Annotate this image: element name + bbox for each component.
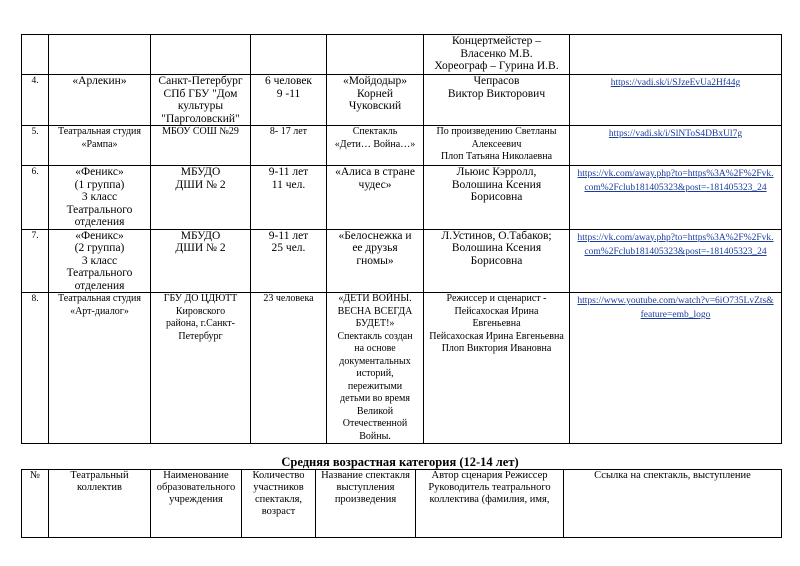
participants-table	[21, 34, 782, 444]
author-cell: Льюис Кэрролл, Волошина Ксения Борисовна	[424, 166, 570, 230]
group-cell: «Феникс» (1 группа) 3 класс Театрального отделения	[49, 166, 151, 230]
count-cell: 8- 17 лет	[251, 126, 327, 166]
group-cell: Театральная студия «Рампа»	[49, 126, 151, 166]
performance-link[interactable]: https://vadi.sk/i/SJzeEvUa2Hf44g	[610, 78, 741, 88]
group-cell: «Феникс» (2 группа) 3 класс Театрального отделения	[49, 229, 151, 293]
school-cell: Санкт-Петербург СПб ГБУ "Дом культуры "Парголовский"	[151, 75, 251, 126]
row-number: 8.	[22, 293, 49, 444]
row-number: 7.	[22, 229, 49, 293]
author-cell: По произведению Светланы Алексеевич Плоп Татьяна Николаевна	[424, 126, 570, 166]
author-cell: Режиссер и сценарист - Пейсахоская Ирина Евгеньевна Пейсахоская Ирина Евгеньевна Плоп Виктория Ивановна	[424, 293, 570, 444]
header-group: Театральный коллектив	[49, 470, 151, 538]
school-cell: ГБУ ДО ЦДЮТТ Кировского района, г.Санкт- Петербург	[151, 293, 251, 444]
title-cell: «Алиса в стране чудес»	[327, 166, 424, 230]
section-title: Средняя возрастная категория (12-14 лет)	[281, 455, 519, 469]
table-row	[22, 35, 782, 75]
table-row	[22, 75, 782, 126]
table-row	[22, 293, 782, 444]
header-count: Количество участников спектакля, возраст	[242, 470, 316, 538]
school-cell: МБУДО ДШИ № 2	[151, 166, 251, 230]
table-row	[22, 166, 782, 230]
accompanist-cell: Концертмейстер – Власенко М.В. Хореограф – Гурина И.В.	[424, 35, 570, 75]
header-title: Название спектакля выступления произведения	[316, 470, 416, 538]
row-number: 4.	[22, 75, 49, 126]
school-cell: МБУДО ДШИ № 2	[151, 229, 251, 293]
header-school: Наименование образовательного учреждения	[151, 470, 242, 538]
title-cell: «Мойдодыр» Корней Чуковский	[327, 75, 424, 126]
author-cell: Л.Устинов, О.Табаков; Волошина Ксения Борисовна	[424, 229, 570, 293]
table-header-row	[22, 470, 782, 538]
count-cell: 23 человека	[251, 293, 327, 444]
count-cell: 9-11 лет 11 чел.	[251, 166, 327, 230]
count-cell: 6 человек 9 -11	[251, 75, 327, 126]
title-cell: «Белоснежка и ее друзья гномы»	[327, 229, 424, 293]
performance-link[interactable]: https://vk.com/away.php?to=https%3A%2F%2Fvk. com%2Fclub181405323&post=-181405323_24	[577, 169, 774, 193]
middle-age-table	[21, 469, 782, 538]
title-cell: Спектакль «Дети… Война…»	[327, 126, 424, 166]
header-author: Автор сценария Режиссер Руководитель театрального коллектива (фамилия, имя,	[416, 470, 564, 538]
school-cell: МБОУ СОШ №29	[151, 126, 251, 166]
performance-link[interactable]: https://www.youtube.com/watch?v=6iO735LvZts& feature=emb_logo	[577, 296, 774, 320]
author-cell: Чепрасов Виктор Викторович	[424, 75, 570, 126]
table-row	[22, 229, 782, 293]
title-cell: «ДЕТИ ВОЙНЫ. ВЕСНА ВСЕГДА БУДЕТ!» Спектакль создан на основе документальных историй, пережитыми детьми во время Великой Отечественной Войны.	[327, 293, 424, 444]
header-number: №	[22, 470, 49, 538]
performance-link[interactable]: https://vadi.sk/i/SlNToS4DBxUl7g	[608, 129, 743, 139]
group-cell: «Арлекин»	[49, 75, 151, 126]
performance-link[interactable]: https://vk.com/away.php?to=https%3A%2F%2Fvk. com%2Fclub181405323&post=-181405323_24	[577, 232, 774, 257]
row-number: 6.	[22, 166, 49, 230]
group-cell: Театральная студия «Арт-диалог»	[49, 293, 151, 444]
row-number: 5.	[22, 126, 49, 166]
count-cell: 9-11 лет 25 чел.	[251, 229, 327, 293]
table-row	[22, 126, 782, 166]
header-link: Ссылка на спектакль, выступление	[564, 470, 782, 538]
